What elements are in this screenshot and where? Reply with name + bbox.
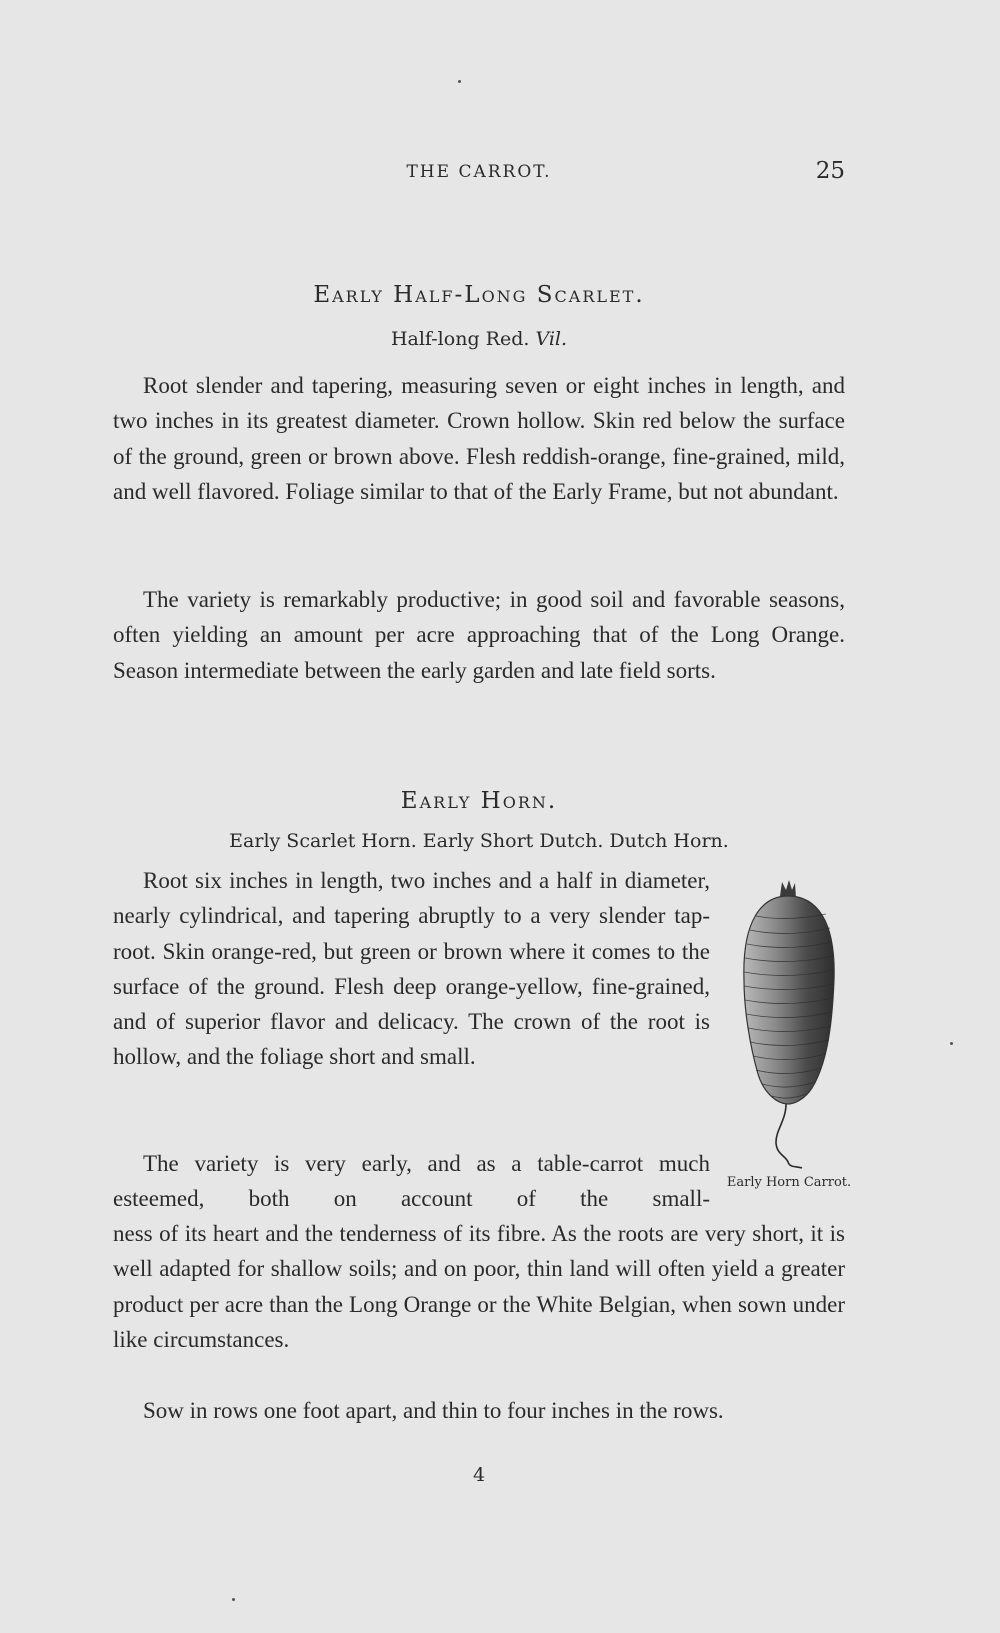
- section-synonyms-half-long-scarlet: [113, 328, 845, 350]
- paragraph: Sow in rows one foot apart, and thin to four inches in the rows.: [143, 1398, 724, 1423]
- running-head: [113, 158, 845, 192]
- paragraph-continued: ness of its heart and the tenderness of its fibre. As the roots are very short, it is well adapted for shallow soils; and on poor, thin land will often yield a greater product per acre than the Long Orange or the White Belgian, when sown under like circumstances.: [113, 1221, 845, 1352]
- paragraph: The variety is very early, and as a table-carrot much esteemed, both on account of the small-: [113, 1151, 710, 1212]
- synonym-source: Vil.: [535, 328, 568, 350]
- carrot-crown: [780, 880, 796, 898]
- figure-caption: Early Horn Carrot.: [726, 1175, 852, 1190]
- paper-speck: [232, 1598, 235, 1601]
- synonym-text: Half-long Red.: [390, 328, 530, 350]
- paragraph: Root six inches in length, two inches and a half in diameter, nearly cylindrical, and tapering abruptly to a very slender tap-root. Skin orange-red, but green or brown where it comes to the surface of the ground. Flesh deep orange-yellow, fine-grained, and of superior flavor and delicacy. The crown of the root is hollow, and the foliage short and small.: [113, 868, 710, 1070]
- paragraph: Root slender and tapering, measuring seven or eight inches in length, and two inches in its greatest diameter. Crown hollow. Skin red below the surface of the ground, green or brown above. Flesh reddish-orange, fine-grained, mild, and well flavored. Foliage similar to that of the Early Frame, but not abundant.: [113, 373, 845, 504]
- page-number: 25: [815, 158, 845, 184]
- running-title: THE CARROT.: [406, 162, 552, 182]
- carrot-root: [744, 896, 834, 1104]
- section-synonyms-early-horn: Early Scarlet Horn. Early Short Dutch. Dutch Horn.: [229, 830, 729, 852]
- paper-speck: [950, 1042, 953, 1045]
- signature-mark: 4: [472, 1464, 486, 1486]
- paragraph: The variety is remarkably productive; in good soil and favorable seasons, often yielding an amount per acre approaching that of the Long Orange. Season intermediate between the early garden and late field sorts.: [113, 587, 845, 683]
- section-title-early-horn: Early Horn.: [400, 788, 558, 814]
- section-title-half-long-scarlet: Early Half-Long Scarlet.: [313, 282, 645, 308]
- tap-root: [776, 1104, 802, 1168]
- early-horn-carrot-illustration: [730, 880, 848, 1178]
- paper-speck: [458, 80, 461, 83]
